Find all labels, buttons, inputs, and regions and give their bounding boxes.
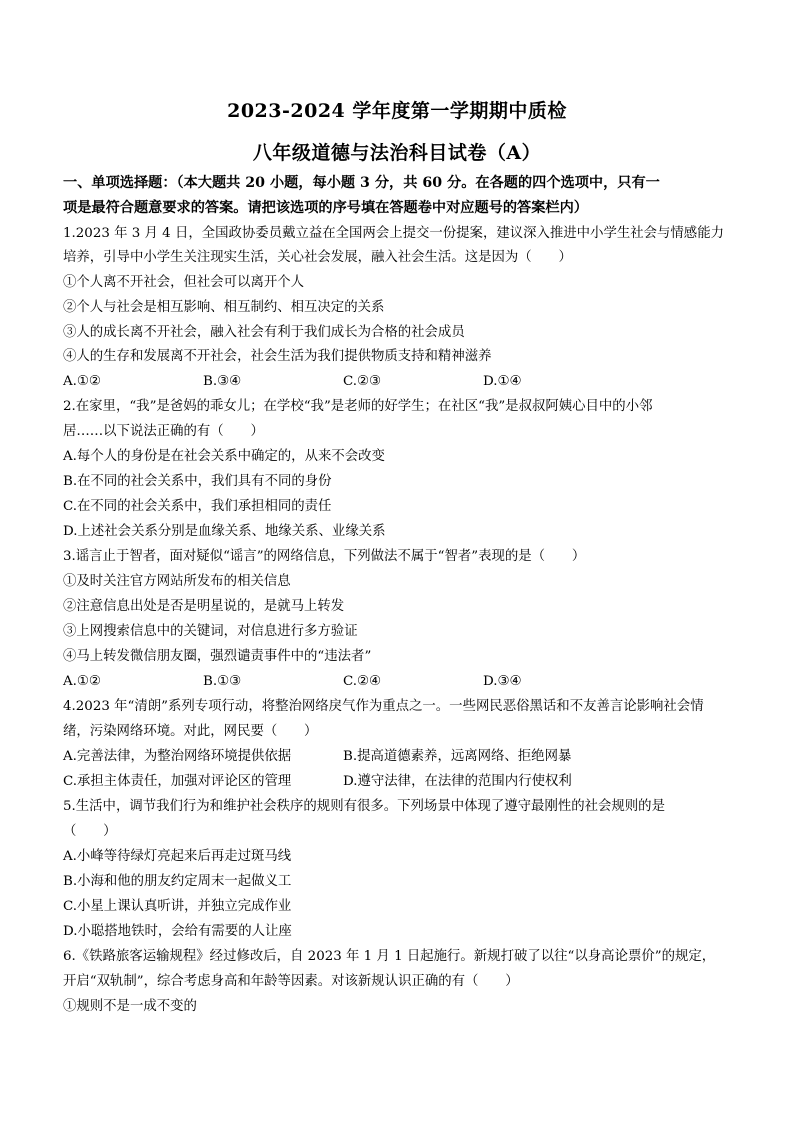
section-instructions-line-2: 项是最符合题意要求的答案。请把该选项的序号填在答题卷中对应题号的答案栏内） [63, 200, 588, 216]
q5-option-c: C.小星上课认真听讲，并独立完成作业 [63, 899, 292, 914]
q1-option-d: D.①④ [483, 374, 522, 389]
q5-stem-line-1: 5.生活中，调节我们行为和维护社会秩序的规则有很多。下列场景中体现了遵守最刚性的社会规则的是 [63, 799, 665, 814]
q4-option-c: C.承担主体责任，加强对评论区的管理 [63, 774, 292, 789]
q3-option-d: D.③④ [483, 674, 522, 689]
exam-subtitle: 八年级道德与法治科目试卷（A） [252, 142, 542, 164]
q3-option-b: B.①③ [203, 674, 242, 689]
exam-title: 2023-2024 学年度第一学期期中质检 [227, 100, 567, 122]
q4-option-d: D.遵守法律，在法律的范围内行使权利 [343, 774, 572, 789]
q1-option-a: A.①② [63, 374, 101, 389]
q5-option-d: D.小聪搭地铁时，会给有需要的人让座 [63, 924, 292, 939]
q1-option-b: B.③④ [203, 374, 242, 389]
q3-statement-1: ①及时关注官方网站所发布的相关信息 [63, 574, 291, 589]
q1-statement-2: ②个人与社会是相互影响、相互制约、相互决定的关系 [63, 300, 385, 315]
section-instructions-line-1: 一、单项选择题：（本大题共 20 小题，每小题 3 分，共 60 分。在各题的四个选项中，只有一 [63, 175, 660, 191]
q6-stem-line-2: 开启“双轨制”，综合考虑身高和年龄等因素。对该新规认识正确的有（ ） [63, 974, 519, 989]
q2-option-b: B.在不同的社会关系中，我们具有不同的身份 [63, 474, 332, 489]
q1-statement-1: ①个人离不开社会，但社会可以离开个人 [63, 275, 305, 290]
q5-option-b: B.小海和他的朋友约定周末一起做义工 [63, 874, 292, 889]
q4-option-a: A.完善法律，为整治网络环境提供依据 [63, 749, 292, 764]
q4-option-b: B.提高道德素养，远离网络、拒绝网暴 [343, 749, 572, 764]
q2-option-d: D.上述社会关系分别是血缘关系、地缘关系、业缘关系 [63, 524, 386, 539]
q6-stem-line-1: 6.《铁路旅客运输规程》经过修改后，自 2023 年 1 月 1 日起施行。新规打破了以往“以身高论票价”的规定， [63, 949, 716, 964]
q5-stem-line-2: （ ） [63, 824, 117, 839]
q4-stem-line-2: 绪，污染网络环境。对此，网民要（ ） [63, 724, 318, 739]
q3-option-c: C.②④ [343, 674, 382, 689]
q3-statement-3: ③上网搜索信息中的关键词，对信息进行多方验证 [63, 624, 358, 639]
q3-statement-2: ②注意信息出处是否是明星说的，是就马上转发 [63, 599, 345, 614]
q4-stem-line-1: 4.2023 年“清朗”系列专项行动，将整治网络戾气作为重点之一。一些网民恶俗黑话和不友善言论影响社会情 [63, 699, 704, 714]
q1-option-c: C.②③ [343, 374, 382, 389]
q1-stem-line-1: 1.2023 年 3 月 4 日，全国政协委员戴立益在全国两会上提交一份提案，建议深入推进中小学生社会与情感能力 [63, 226, 724, 241]
q5-option-a: A.小峰等待绿灯亮起来后再走过斑马线 [63, 849, 292, 864]
q3-statement-4: ④马上转发微信朋友圈，强烈谴责事件中的“违法者” [63, 649, 372, 664]
q6-statement-1: ①规则不是一成不变的 [63, 999, 197, 1014]
q2-stem-line-1: 2.在家里，“我”是爸妈的乖女儿；在学校“我”是老师的好学生；在社区“我”是叔叔阿姨心目中的小邻 [63, 399, 653, 414]
q2-stem-line-2: 居……以下说法正确的有（ ） [63, 424, 264, 439]
q3-stem-line-1: 3.谣言止于智者，面对疑似“谣言”的网络信息，下列做法不属于“智者”表现的是（ ） [63, 549, 586, 564]
q2-option-c: C.在不同的社会关系中，我们承担相同的责任 [63, 499, 332, 514]
q2-option-a: A.每个人的身份是在社会关系中确定的，从来不会改变 [63, 449, 385, 464]
q1-statement-3: ③人的成长离不开社会，融入社会有利于我们成长为合格的社会成员 [63, 325, 465, 340]
q1-statement-4: ④人的生存和发展离不开社会，社会生活为我们提供物质支持和精神滋养 [63, 349, 492, 364]
q3-option-a: A.①② [63, 674, 101, 689]
q1-stem-line-2: 培养，引导中小学生关注现实生活，关心社会发展，融入社会生活。这是因为（ ） [63, 250, 572, 265]
